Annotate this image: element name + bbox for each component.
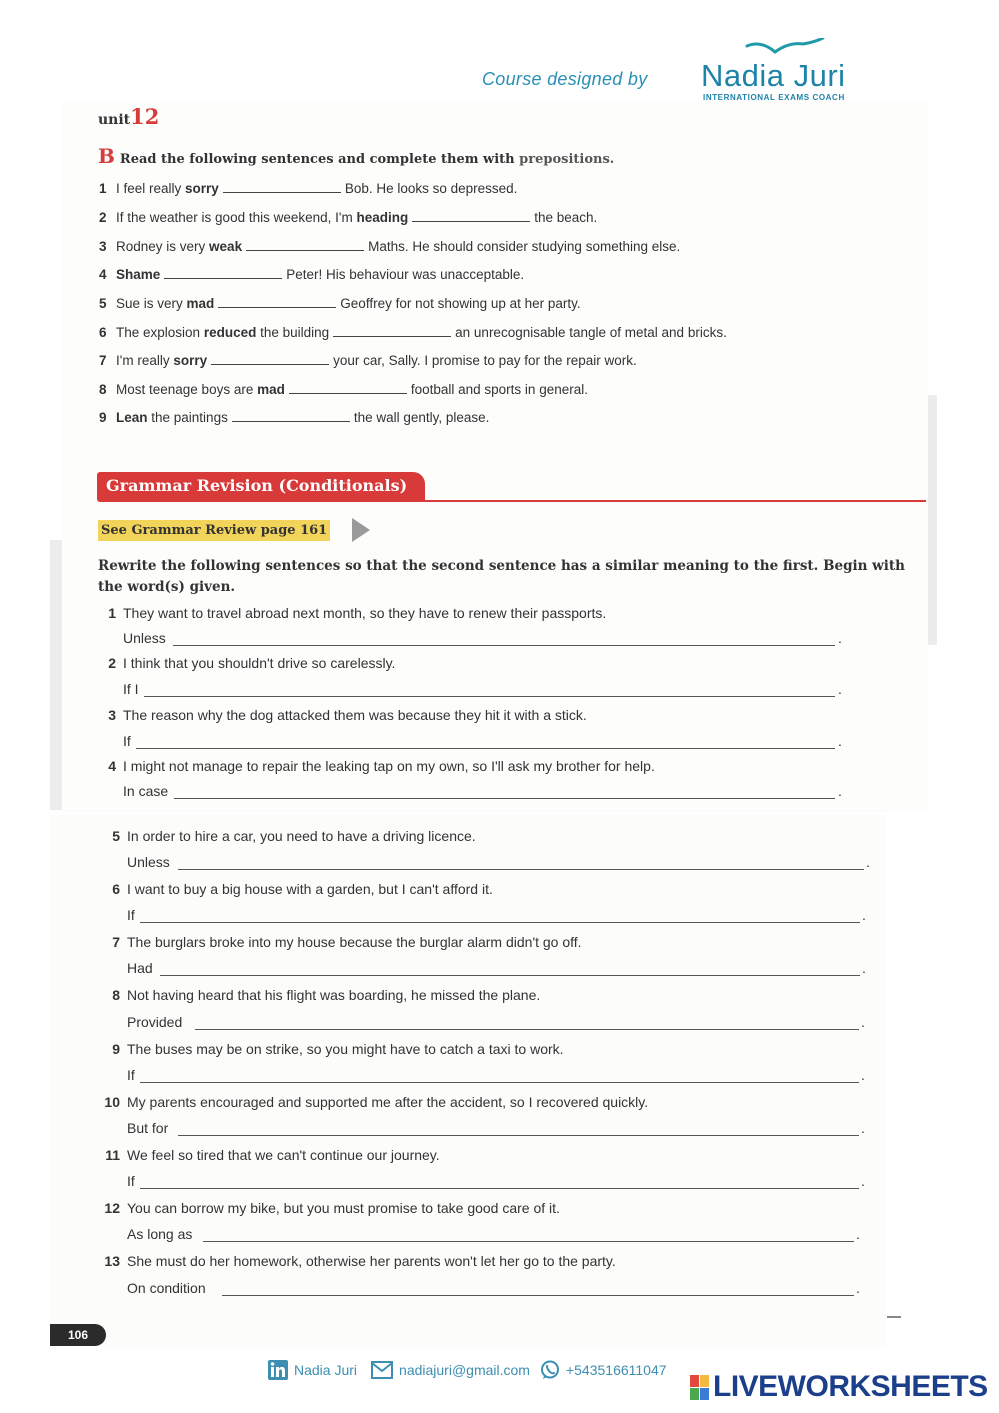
footer-contact <box>268 1360 667 1380</box>
footer-email[interactable]: nadiajuri@gmail.com <box>399 1362 530 1378</box>
answer-blank[interactable] <box>232 420 350 422</box>
scanned-page-top <box>62 100 928 812</box>
preposition-item: 5 Sue is very mad Geoffrey for not showing up at her party. <box>99 296 581 311</box>
play-arrow-icon <box>350 516 372 544</box>
sentence-starter: If <box>127 1173 135 1189</box>
sentence-starter: If <box>127 907 135 923</box>
whatsapp-icon <box>540 1360 560 1380</box>
linkedin-icon <box>268 1360 288 1380</box>
section-b-instruction-end: prepositions. <box>519 152 615 167</box>
footer-linkedin[interactable]: Nadia Juri <box>294 1362 358 1378</box>
grammar-title: Grammar Revision (Conditionals) <box>106 476 408 495</box>
sentence-prompt: 8 Not having heard that his flight was boarding, he missed the plane. <box>112 987 541 1003</box>
answer-line[interactable] <box>140 921 860 923</box>
sentence-prompt: 4 I might not manage to repair the leaking tap on my own, so I'll ask my brother for help. <box>108 758 655 774</box>
sentence-starter: If I <box>123 681 139 697</box>
rewrite-instruction: Rewrite the following sentences so that the second sentence has a similar meaning to the first. Begin with the word(s) given. <box>98 558 905 595</box>
preposition-item: 4 Shame Peter! His behaviour was unacceptable. <box>99 267 525 282</box>
scan-shadow-right <box>928 395 937 645</box>
answer-blank[interactable] <box>289 392 407 394</box>
sentence-starter: Unless <box>127 854 170 870</box>
liveworksheets-logo-icon <box>690 1375 710 1401</box>
sentence-prompt: 3 The reason why the dog attacked them was because they hit it with a stick. <box>108 707 587 723</box>
section-letter: B <box>98 144 115 168</box>
unit-number: 12 <box>130 104 160 129</box>
sentence-prompt: 13 She must do her homework, otherwise her parents won't let her go to the party. <box>104 1253 616 1269</box>
section-b-heading <box>98 144 614 168</box>
preposition-item: 1 I feel really sorry Bob. He looks so depressed. <box>99 181 518 196</box>
answer-line[interactable] <box>195 1028 859 1030</box>
sentence-starter: Unless <box>123 630 166 646</box>
answer-blank[interactable] <box>164 277 282 279</box>
preposition-item: 7 I'm really sorry your car, Sally. I promise to pay for the repair work. <box>99 353 637 368</box>
sentence-prompt: 11 We feel so tired that we can't continue our journey. <box>105 1147 440 1163</box>
email-icon <box>371 1361 393 1379</box>
footer-phone[interactable]: +543516611047 <box>565 1362 667 1378</box>
answer-line[interactable] <box>173 644 835 646</box>
answer-line[interactable] <box>203 1240 854 1242</box>
logo-subtitle: INTERNATIONAL EXAMS COACH <box>703 93 845 102</box>
answer-blank[interactable] <box>412 220 530 222</box>
grammar-review-tag: See Grammar Review page 161 <box>98 520 330 541</box>
preposition-item: 3 Rodney is very weak Maths. He should consider studying something else. <box>99 239 681 254</box>
sentence-starter: In case <box>123 783 169 799</box>
sentence-starter: On condition <box>127 1280 206 1296</box>
answer-line[interactable] <box>222 1294 854 1296</box>
answer-blank[interactable] <box>211 363 329 365</box>
answer-line[interactable] <box>178 1134 859 1136</box>
answer-blank[interactable] <box>246 249 364 251</box>
answer-blank[interactable] <box>218 306 336 308</box>
banner-rule <box>425 500 926 502</box>
sentence-prompt: 10 My parents encouraged and supported me after the accident, so I recovered quickly. <box>104 1094 649 1110</box>
answer-line[interactable] <box>144 695 835 697</box>
answer-blank[interactable] <box>333 335 451 337</box>
sentence-prompt: 7 The burglars broke into my house because the burglar alarm didn't go off. <box>112 934 582 950</box>
answer-line[interactable] <box>160 974 860 976</box>
page-number: 106 <box>50 1324 106 1346</box>
sentence-prompt: 12 You can borrow my bike, but you must promise to take good care of it. <box>104 1200 560 1216</box>
logo-name: Nadia Juri <box>701 58 846 93</box>
section-b-instruction: Read the following sentences and complete them with <box>119 152 515 167</box>
liveworksheets-brand[interactable]: LIVEWORKSHEETS <box>713 1370 988 1403</box>
preposition-item: 9 Lean the paintings the wall gently, please. <box>99 410 490 425</box>
sentence-prompt: 2 I think that you shouldn't drive so carelessly. <box>108 655 396 671</box>
course-designed-by: Course designed by <box>482 69 648 89</box>
unit-word: unit <box>98 112 131 128</box>
answer-line[interactable] <box>140 1187 859 1189</box>
answer-line[interactable] <box>140 1081 859 1083</box>
answer-blank[interactable] <box>223 191 341 193</box>
sentence-starter: Had <box>127 960 153 976</box>
sentence-starter: If <box>127 1067 135 1083</box>
answer-line[interactable] <box>174 797 835 799</box>
sentence-prompt: 5 In order to hire a car, you need to have a driving licence. <box>112 828 476 844</box>
sentence-prompt: 9 The buses may be on strike, so you might have to catch a taxi to work. <box>112 1041 564 1057</box>
sentence-prompt: 6 I want to buy a big house with a garden, but I can't afford it. <box>112 881 493 897</box>
sentence-prompt: 1 They want to travel abroad next month, so they have to renew their passports. <box>108 605 607 621</box>
sentence-starter: But for <box>127 1120 169 1136</box>
preposition-item: 6 The explosion reduced the building an unrecognisable tangle of metal and bricks. <box>99 325 727 340</box>
sentence-starter: If <box>123 733 131 749</box>
unit-label <box>98 104 159 129</box>
scan-shadow-left <box>50 540 62 810</box>
sentence-starter: As long as <box>127 1226 193 1242</box>
page-mark <box>887 1316 901 1318</box>
preposition-item: 8 Most teenage boys are mad football and sports in general. <box>99 382 588 397</box>
answer-line[interactable] <box>178 868 864 870</box>
preposition-item: 2 If the weather is good this weekend, I'm heading the beach. <box>99 210 598 225</box>
answer-line[interactable] <box>136 747 835 749</box>
sentence-starter: Provided <box>127 1014 183 1030</box>
